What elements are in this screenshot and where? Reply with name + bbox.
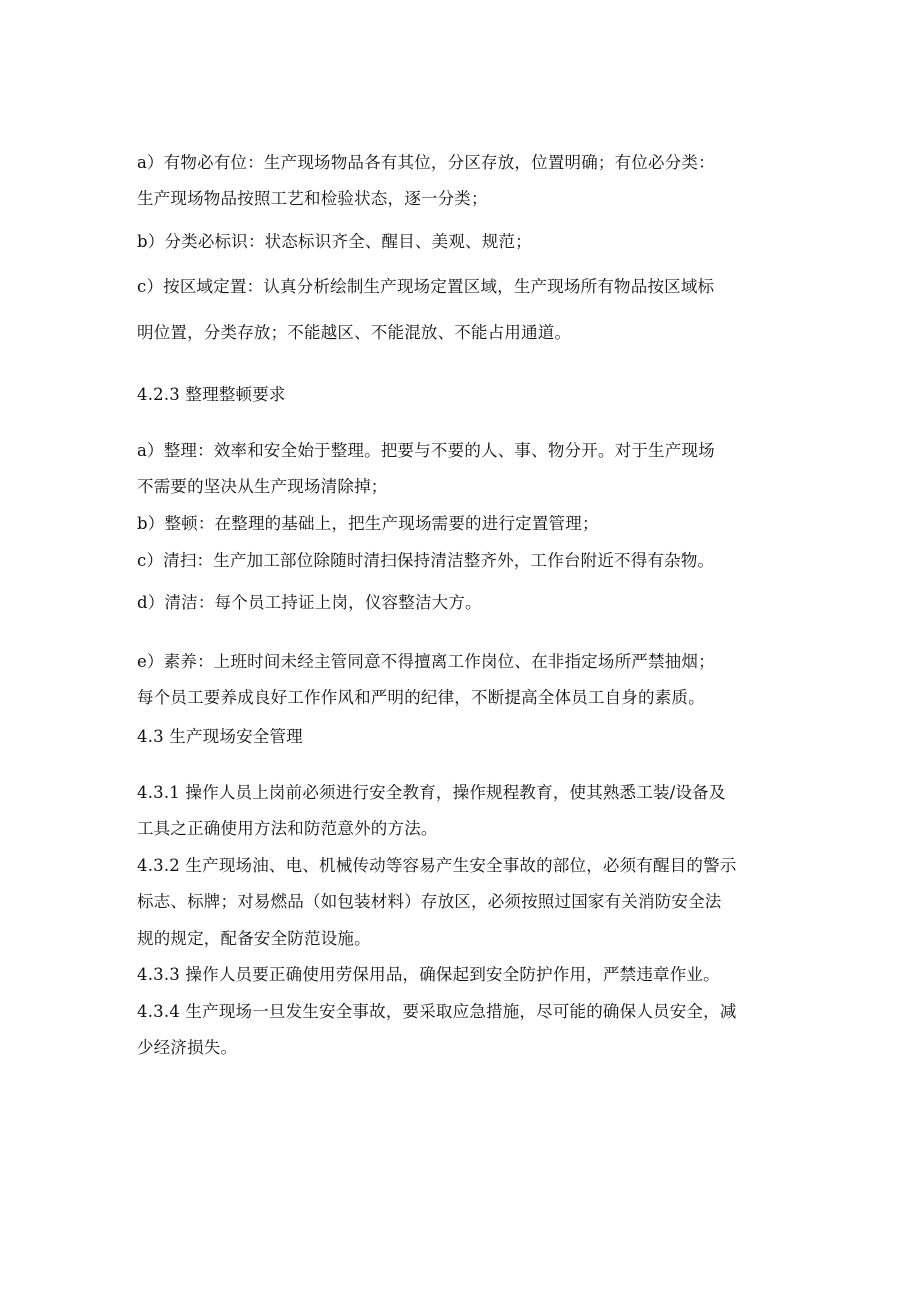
paragraph-line: 不需要的坚决从生产现场清除掉； [137, 477, 388, 496]
paragraph-line: d）清洁：每个员工持证上岗，仪容整洁大方。 [137, 593, 482, 612]
paragraph-line: a）有物必有位：生产现场物品各有其位，分区存放，位置明确；有位必分类： [137, 153, 715, 172]
paragraph-line: 4.3.3 操作人员要正确使用劳保用品，确保起到安全防护作用，严禁违章作业。 [137, 965, 720, 984]
paragraph-line: 少经济损失。 [137, 1038, 238, 1057]
paragraph-line: 4.3.1 操作人员上岗前必须进行安全教育，操作规程教育，使其熟悉工装/设备及 [137, 783, 726, 802]
section-heading: 4.2.3 整理整顿要求 [137, 385, 286, 404]
paragraph-line: 每个员工要养成良好工作作风和严明的纪律，不断提高全体员工自身的素质。 [137, 688, 705, 707]
paragraph-line: 4.3.4 生产现场一旦发生安全事故，要采取应急措施，尽可能的确保人员安全，减 [137, 1002, 737, 1021]
paragraph-line: a）整理：效率和安全始于整理。把要与不要的人、事、物分开。对于生产现场 [137, 441, 715, 460]
paragraph-line: 4.3.2 生产现场油、电、机械传动等容易产生安全事故的部位，必须有醒目的警示 [137, 856, 737, 875]
paragraph-line: c）按区域定置：认真分析绘制生产现场定置区域，生产现场所有物品按区域标 [137, 277, 715, 296]
paragraph-line: e）素养：上班时间未经主管同意不得擅离工作岗位、在非指定场所严禁抽烟； [137, 652, 715, 671]
paragraph-line: b）分类必标识：状态标识齐全、醒目、美观、规范； [137, 232, 532, 251]
paragraph-line: c）清扫：生产加工部位除随时清扫保持清洁整齐外，工作台附近不得有杂物。 [137, 551, 715, 570]
paragraph-line: 生产现场物品按照工艺和检验状态，逐一分类； [137, 189, 488, 208]
paragraph-line: 标志、标牌；对易燃品（如包装材料）存放区，必须按照过国家有关消防安全法 [137, 892, 722, 911]
paragraph-line: 规的规定，配备安全防范设施。 [137, 929, 371, 948]
paragraph-line: 工具之正确使用方法和防范意外的方法。 [137, 819, 438, 838]
paragraph-line: 明位置，分类存放；不能越区、不能混放、不能占用通道。 [137, 323, 572, 342]
paragraph-line: b）整顿：在整理的基础上，把生产现场需要的进行定置管理； [137, 514, 599, 533]
section-heading: 4.3 生产现场安全管理 [137, 727, 303, 746]
